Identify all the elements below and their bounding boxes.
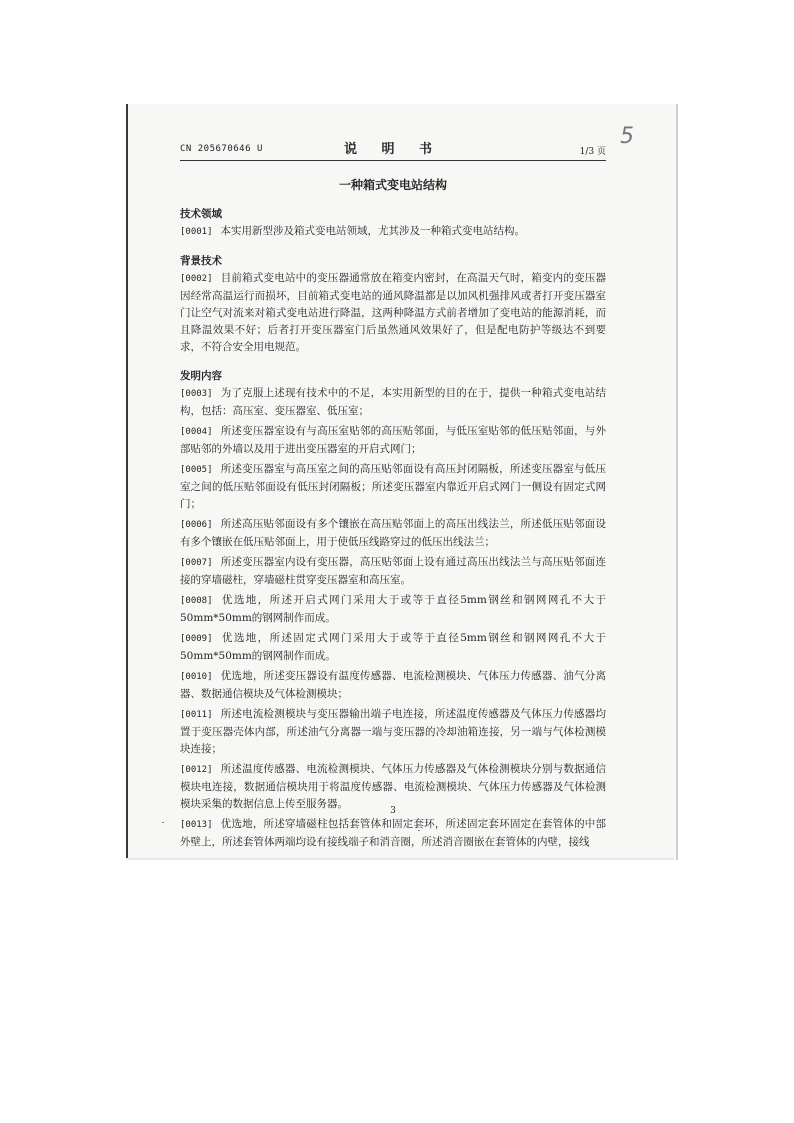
paragraph <box>180 592 606 627</box>
paragraph-text: 所述变压器室与高压室之间的高压贴邻面设有高压封闭隔板，所述变压器室与低压室之间的低压贴邻面设有低压封闭隔板；所述变压器室内靠近开启式网门一侧设有固定式网门； <box>180 463 606 510</box>
doc-type: 说 明 书 <box>343 142 443 157</box>
section-heading: 背景技术 <box>180 255 222 267</box>
paragraph-text: 目前箱式变电站中的变压器通常放在箱变内密封，在高温天气时，箱变内的变压器因经常高温运行而损坏，目前箱式变电站的通风降温都是以加风机强排风或者打开变压器室门让空气对流来对箱式变电站进行降温，这两种降温方式前者增加了变电站的能源消耗，而且降温效果不好；后者打开变压器室门后虽然通风效果好了，但是配电防护等级达不到要求，不符合安全用电规范。 <box>180 272 606 353</box>
paragraph <box>180 461 606 513</box>
paragraph-number: [0002] <box>180 274 213 284</box>
section-heading: 技术领域 <box>180 208 222 220</box>
paragraph-number: [0005] <box>180 465 213 475</box>
paragraph <box>180 385 606 420</box>
paragraph <box>180 630 606 665</box>
paragraph <box>180 423 606 458</box>
section-background <box>180 253 606 356</box>
paragraph-text: 所述温度传感器、电流检测模块、气体压力传感器及气体检测模块分别与数据通信模块电连接，数据通信模块用于将温度传感器、电流检测模块、气体压力传感器及气体检测模块采集的数据信息上传至服务器。 <box>180 763 606 810</box>
paragraph-text: 所述高压贴邻面设有多个镶嵌在高压贴邻面上的高压出线法兰，所述低压贴邻面设有多个镶嵌在低压贴邻面上，用于使低压线路穿过的低压出线法兰； <box>180 518 606 548</box>
paragraph <box>180 223 606 241</box>
paragraph-number: [0011] <box>180 710 213 720</box>
page-indicator: 1/3 页 <box>579 147 606 157</box>
paragraph-text: 优选地，所述开启式网门采用大于或等于直径5mm钢丝和钢网网孔不大于50mm*50mm的钢网制作而成。 <box>180 594 606 624</box>
document-body <box>180 206 606 863</box>
paragraph-number: [0001] <box>180 227 213 237</box>
paragraph-text: 优选地，所述变压器设有温度传感器、电流检测模块、气体压力传感器、油气分离器、数据通信模块及气体检测模块； <box>180 670 606 700</box>
paragraph-number: [0007] <box>180 558 213 568</box>
paragraph <box>180 668 606 703</box>
paragraph-text: 本实用新型涉及箱式变电站领域，尤其涉及一种箱式变电站结构。 <box>220 225 526 237</box>
section-technical-field <box>180 206 606 241</box>
paragraph-text: 所述变压器室内设有变压器，高压贴邻面上设有通过高压出线法兰与高压贴邻面连接的穿墙磁柱，穿墙磁柱贯穿变压器室和高压室。 <box>180 556 606 586</box>
paragraph-number: [0010] <box>180 672 213 682</box>
paragraph-number: [0006] <box>180 520 213 530</box>
paragraph-number: [0003] <box>180 389 213 399</box>
paragraph-text: 优选地，所述固定式网门采用大于或等于直径5mm钢丝和钢网网孔不大于50mm*50mm的钢网制作而成。 <box>180 632 606 662</box>
scan-speck <box>162 822 164 823</box>
section-heading: 发明内容 <box>180 370 222 382</box>
paragraph-text: 为了克服上述现有技术中的不足，本实用新型的目的在于，提供一种箱式变电站结构，包括：高压室、变压器室、低压室； <box>180 387 606 417</box>
paragraph <box>180 516 606 551</box>
paragraph-number: [0009] <box>180 634 213 644</box>
paragraph-number: [0012] <box>180 765 213 775</box>
handwritten-page-mark: 5 <box>620 124 634 149</box>
paragraph-text: 所述变压器室设有与高压室贴邻的高压贴邻面，与低压室贴邻的低压贴邻面，与外部贴邻的外墙以及用于进出变压器室的开启式网门； <box>180 425 606 455</box>
page-header <box>180 136 606 161</box>
paragraph-number: [0013] <box>180 820 213 830</box>
paragraph-text: 所述电流检测模块与变压器输出端子电连接，所述温度传感器及气体压力传感器均置于变压器壳体内部，所述油气分离器一端与变压器的冷却油箱连接，另一端与气体检测模块连接； <box>180 708 606 755</box>
paragraph <box>180 816 606 851</box>
paragraph-number: [0004] <box>180 427 213 437</box>
paragraph <box>180 554 606 589</box>
paragraph-number: [0008] <box>180 596 213 606</box>
doc-number: CN 205670646 U <box>180 144 263 154</box>
paragraph-text: 优选地，所述穿墙磁柱包括套管体和固定套环，所述固定套环固定在套管体的中部外壁上，所述套管体两端均设有接线端子和消音圈，所述消音圈嵌在套管体的内壁，接线 <box>180 818 606 848</box>
paragraph <box>180 270 606 356</box>
scan-speck <box>418 830 420 831</box>
paragraph <box>180 706 606 758</box>
page-number: 3 <box>390 806 396 816</box>
document-title: 一种箱式变电站结构 <box>338 178 447 192</box>
section-invention-content <box>180 368 606 851</box>
